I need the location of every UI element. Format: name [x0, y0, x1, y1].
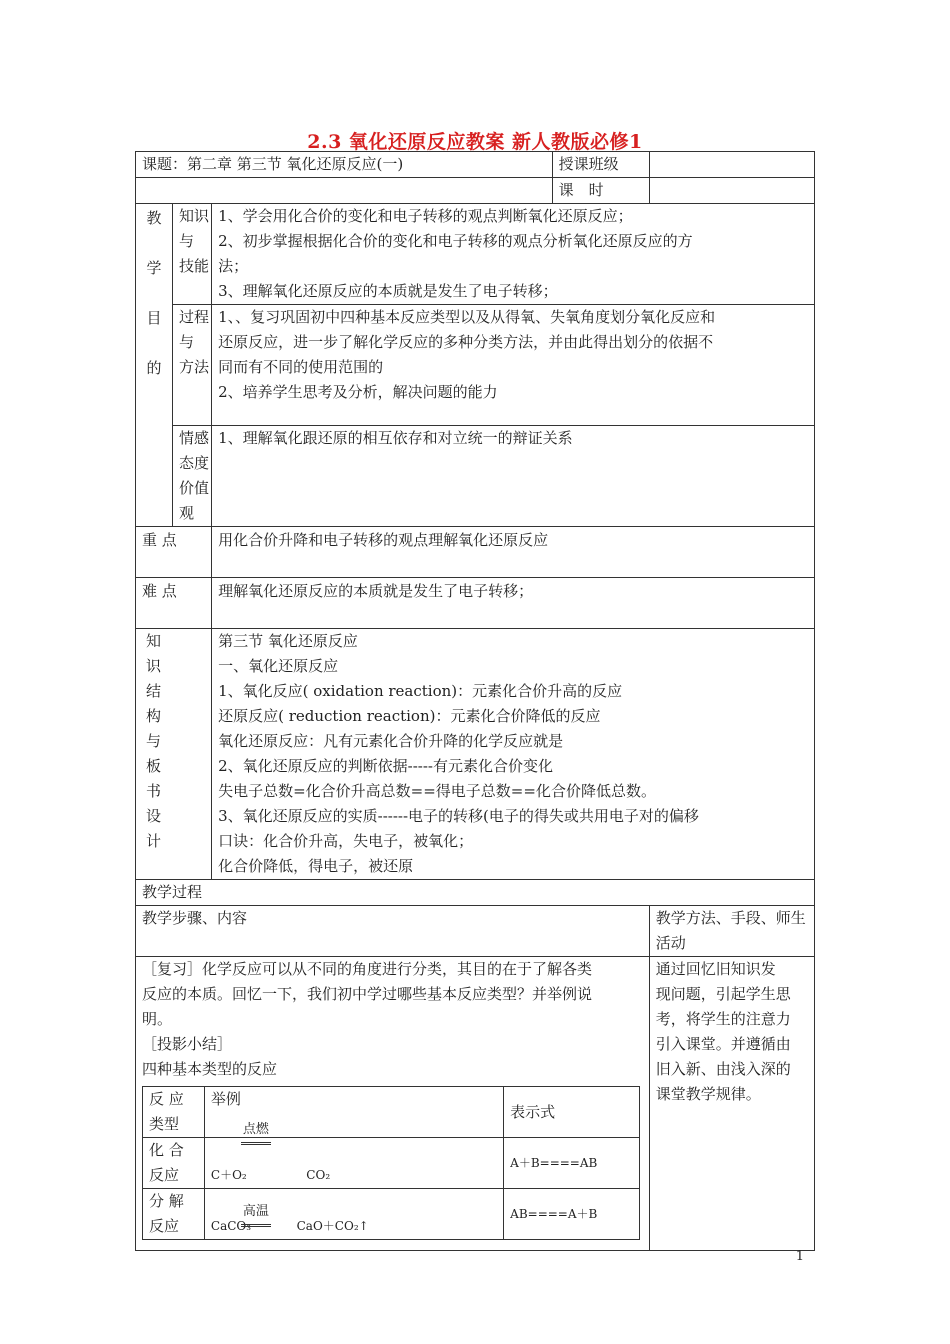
process-content	[212, 305, 815, 426]
text-line: 1、学会用化合价的变化和电子转移的观点判断氧化还原反应；	[218, 207, 633, 225]
document-title: 2.3 氧化还原反应教案 新人教版必修1	[307, 131, 643, 153]
difficult-point-content	[212, 578, 815, 629]
lesson-plan-table	[135, 151, 815, 1251]
label-line: 与	[179, 232, 195, 250]
label-char: 构	[146, 707, 162, 725]
side-char: 教	[146, 209, 162, 227]
key-point-content	[212, 527, 815, 578]
class-value-cell	[649, 152, 814, 178]
text-line: 1、氧化反应( oxidation reaction)：元素化合价升高的反应	[218, 682, 623, 700]
label-line: 价值观	[179, 479, 210, 522]
class-label: 授课班级	[558, 155, 619, 173]
text-line: 考，将学生的注意力	[655, 1010, 791, 1028]
text-line: 失电子总数=化合价升高总数==得电子总数==化合价降低总数。	[218, 782, 656, 800]
reaction-type-combination: 化 合 反应	[143, 1138, 205, 1189]
reaction-type-decomposition: 分 解 反应	[143, 1189, 205, 1240]
side-char: 的	[146, 359, 162, 377]
review-content	[136, 957, 650, 1251]
text-line: 1、理解氧化跟还原的相互依存和对立统一的辩证关系	[218, 429, 573, 447]
topic-cell	[136, 152, 553, 178]
emotion-label	[173, 426, 212, 527]
methods-content	[649, 957, 814, 1251]
process-label	[173, 305, 212, 426]
text-line: 现问题，引起学生思	[655, 985, 791, 1003]
knowledge-content	[212, 204, 815, 305]
review-row	[136, 957, 815, 1251]
label-char: 知	[146, 632, 162, 650]
label-line: 方法	[179, 358, 210, 376]
text-line: 反应的本质。回忆一下，我们初中学过哪些基本反应类型？并举例说	[142, 985, 593, 1003]
process-title	[136, 880, 815, 906]
empty-cell	[136, 178, 553, 204]
label-line: 过程	[179, 308, 210, 326]
knowledge-structure-row	[136, 629, 815, 880]
key-point-label	[136, 527, 212, 578]
process-header-row	[136, 906, 815, 957]
text-line: 旧入新、由浅入深的	[655, 1060, 791, 1078]
objective-knowledge-row	[136, 204, 815, 305]
text-line: ［投影小结］	[142, 1035, 233, 1053]
label-char: 设	[146, 807, 162, 825]
label-char: 板	[146, 757, 162, 775]
class-label-cell	[552, 152, 649, 178]
text-line: 法；	[218, 257, 249, 275]
label-char: 书	[146, 782, 162, 800]
side-char: 目	[146, 309, 162, 327]
text-line: 引入课堂。并遵循由	[655, 1035, 791, 1053]
text-line: 化合价降低，得电子，被还原	[218, 857, 414, 875]
hours-label: 课 时	[558, 181, 604, 199]
label-char: 结	[146, 682, 162, 700]
text-line: 明。	[142, 1010, 173, 1028]
label-line: 技能	[179, 257, 210, 275]
structure-content	[212, 629, 815, 880]
reaction-row-decomposition	[143, 1189, 640, 1240]
text-line: 四种基本类型的反应	[142, 1060, 278, 1078]
reaction-example-decomposition	[204, 1189, 503, 1240]
topic-text: 课题：第二章 第三节 氧化还原反应(一)	[142, 155, 404, 173]
reactants: CaCO₃	[210, 1219, 252, 1233]
text-line: 2、氧化还原反应的判断依据-----有元素化合价变化	[218, 757, 553, 775]
steps-header-text: 教学步骤、内容	[142, 909, 248, 927]
difficult-point-label-text: 难 点	[142, 582, 177, 600]
difficult-point-row	[136, 578, 815, 629]
example-header-text: 举例	[210, 1090, 241, 1108]
reaction-header-formula: 表示式	[504, 1087, 640, 1138]
products: CaO＋CO₂↑	[296, 1219, 369, 1233]
objective-process-row	[136, 305, 815, 426]
label-line: 态度	[179, 454, 210, 472]
text-line: 氧化还原反应：凡有元素化合价升降的化学反应就是	[218, 732, 564, 750]
process-title-text: 教学过程	[142, 883, 203, 901]
key-point-label-text: 重 点	[142, 531, 177, 549]
label-line: 情感	[179, 429, 210, 447]
page-number: 1	[795, 1249, 804, 1264]
side-char: 学	[146, 259, 162, 277]
key-point-row	[136, 527, 815, 578]
text-line: 第三节 氧化还原反应	[218, 632, 358, 650]
reaction-header-type: 反 应 类型	[143, 1087, 205, 1138]
label-line: 知识	[179, 207, 210, 225]
text-line: 1、、复习巩固初中四种基本反应类型以及从得氧、失氧角度划分氧化反应和	[218, 308, 716, 326]
text-line: 同而有不同的使用范围的	[218, 358, 384, 376]
text-line: 3、氧化还原反应的实质------电子的转移(电子的得失或共用电子对的偏移	[218, 807, 699, 825]
text-line: 还原反应( reduction reaction)：元素化合价降低的反应	[218, 707, 601, 725]
reaction-formula-combination: A＋B====AB	[504, 1138, 640, 1189]
text-line: 通过回忆旧知识发	[655, 960, 776, 978]
process-title-row	[136, 880, 815, 906]
text-line: 2、初步掌握根据化合价的变化和电子转移的观点分析氧化还原反应的方	[218, 232, 693, 250]
text-line: 3、理解氧化还原反应的本质就是发生了电子转移；	[218, 282, 558, 300]
products: CO₂	[306, 1168, 331, 1182]
methods-header-text: 教学方法、手段、师生活动	[655, 909, 806, 952]
text-line: ［复习］化学反应可以从不同的角度进行分类，其目的在于了解各类	[142, 960, 593, 978]
label-char: 计	[146, 832, 162, 850]
hours-row	[136, 178, 815, 204]
objectives-side-label	[136, 204, 173, 527]
label-char: 与	[146, 732, 162, 750]
reaction-formula-decomposition: AB====A＋B	[504, 1189, 640, 1240]
emotion-content	[212, 426, 815, 527]
difficult-point-label	[136, 578, 212, 629]
methods-header	[649, 906, 814, 957]
key-point-text: 用化合价升降和电子转移的观点理解氧化还原反应	[218, 531, 549, 549]
header-row	[136, 152, 815, 178]
label-line: 与	[179, 333, 195, 351]
reaction-row-combination	[143, 1138, 640, 1189]
structure-label	[136, 629, 212, 880]
text-line: 口诀：化合价升高，失电子，被氧化；	[218, 832, 474, 850]
text-line: 2、培养学生思考及分析，解决问题的能力	[218, 383, 498, 401]
text-line: 还原反应，进一步了解化学反应的多种分类方法，并由此得出划分的依据不	[218, 333, 714, 351]
reaction-example-combination	[204, 1138, 503, 1189]
hours-label-cell	[552, 178, 649, 204]
text-line: 课堂教学规律。	[655, 1085, 761, 1103]
knowledge-label	[173, 204, 212, 305]
difficult-point-text: 理解氧化还原反应的本质就是发生了电子转移；	[218, 582, 534, 600]
hours-value-cell	[649, 178, 814, 204]
reaction-header-example	[204, 1087, 503, 1138]
label-char: 识	[146, 657, 162, 675]
reaction-condition-combination: 点燃	[241, 1117, 271, 1145]
text-line: 一、氧化还原反应	[218, 657, 339, 675]
objective-emotion-row	[136, 426, 815, 527]
reactants: C＋O₂	[210, 1168, 247, 1182]
reaction-type-table	[142, 1086, 640, 1240]
steps-header	[136, 906, 650, 957]
reaction-header-row	[143, 1087, 640, 1138]
reaction-condition-decomposition: 高温	[241, 1199, 271, 1227]
